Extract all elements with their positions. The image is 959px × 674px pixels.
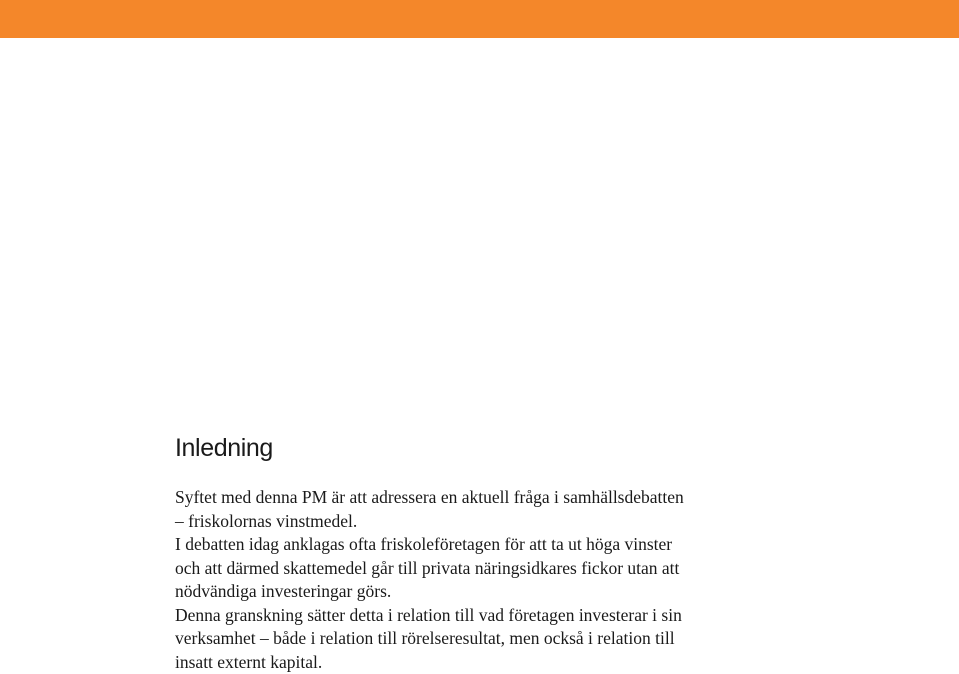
- paragraph-purpose: Syftet med denna PM är att adressera en aktuell fråga i samhällsdebatten – friskolornas vinstmedel.: [175, 486, 815, 533]
- body-text: [175, 486, 815, 674]
- top-accent-bar: [0, 0, 959, 38]
- paragraph-debate: I debatten idag anklagas ofta friskoleföretagen för att ta ut höga vinster och att därmed skattemedel går till privata näringsidkares fickor utan att nödvändiga investeringar görs.: [175, 533, 815, 604]
- paragraph-review: Denna granskning sätter detta i relation till vad företagen investerar i sin verksamhet – både i relation till rörelseresultat, men också i relation till insatt externt kapital.: [175, 604, 815, 674]
- section-heading: Inledning: [175, 431, 273, 465]
